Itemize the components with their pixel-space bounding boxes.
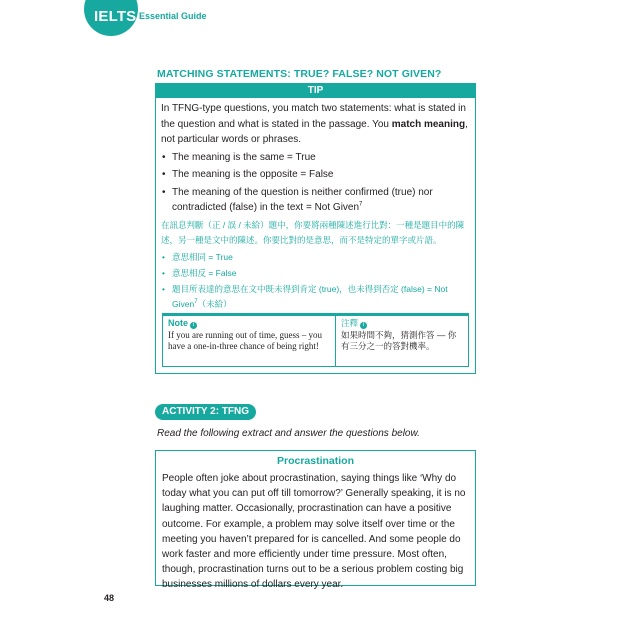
info-icon: i — [360, 322, 367, 329]
activity-instruction: Read the following extract and answer the questions below. — [157, 428, 420, 439]
tip-box — [155, 83, 476, 374]
extract-text: People often joke about procrastination, saying things like ‘Why do today what you can put off till tomorrow?’ Generally speaking, it is no laughing matter. Occasionally, procrastination can have a positive outcome. For example, a problem may solve itself over time or the meeting you haven’t prepared for is cancelled. And some people do work faster and more efficiently under time pressure. Most often, though, procrastination turns out to be a serious problem costing big businesses millions of dollars every year. — [162, 473, 466, 591]
extract-title: Procrastination — [276, 455, 355, 467]
tip-bullet-zh: • 題目所表達的意思在文中既未得到肯定 (true)，也未得到否定 (false) = Not Given$^7$（未給） — [161, 282, 470, 312]
extract-box — [155, 450, 476, 591]
note-title-row — [168, 318, 330, 330]
note-title: Note — [168, 318, 188, 328]
note-text-zh: 如果時間不夠，猜測作答 — 你有三分之一的答對機率。 — [341, 329, 457, 351]
note-title-row-zh — [341, 318, 463, 330]
brand-subtitle: Essential Guide — [139, 11, 207, 21]
footnote-marker: 7 — [359, 201, 363, 208]
tip-intro: In TFNG-type questions, you match two statements: what is stated in the question and what is stated in the passage. You match meaning, not particular words or phrases. — [161, 103, 468, 145]
tip-body — [156, 98, 475, 312]
page-number: 48 — [104, 593, 115, 603]
tip-bullet: • The meaning is the same = True — [161, 150, 470, 166]
activity-badge: ACTIVITY 2: TFNG — [155, 404, 256, 420]
tip-bullet-zh: • 意思相同 = True — [161, 250, 470, 265]
tip-bullet: • The meaning of the question is neither confirmed (true) nor contradicted (false) in the text = Not Given$^7$ — [161, 185, 470, 216]
info-icon: i — [190, 322, 197, 329]
note-english — [163, 316, 336, 366]
section-heading: MATCHING STATEMENTS: TRUE? FALSE? NOT GIVEN? — [157, 68, 442, 80]
tip-bullet-zh: • 意思相反 = False — [161, 266, 470, 281]
note-text: If you are running out of time, guess – you have a one-in-three chance of being right! — [168, 329, 322, 351]
tip-intro-bold: match meaning — [391, 118, 466, 130]
tip-bullet: • The meaning is the opposite = False — [161, 167, 470, 183]
tip-bullet-list-zh — [161, 250, 470, 312]
tip-intro-zh: 在訊息判斷（正 / 誤 / 未給）題中，你要將兩種陳述進行比對：一種是題目中的陳述，另一種是文中的陳述。你要比對的是意思，而不是特定的單字或片語。 — [161, 219, 465, 245]
brand-logo: IELTS — [94, 8, 137, 25]
footnote-marker: 7 — [194, 298, 198, 305]
note-chinese — [336, 316, 468, 366]
tip-bullet-list — [161, 150, 470, 216]
note-box — [162, 313, 469, 367]
tip-header: TIP — [156, 84, 475, 98]
note-title-zh: 注釋 — [341, 318, 359, 328]
